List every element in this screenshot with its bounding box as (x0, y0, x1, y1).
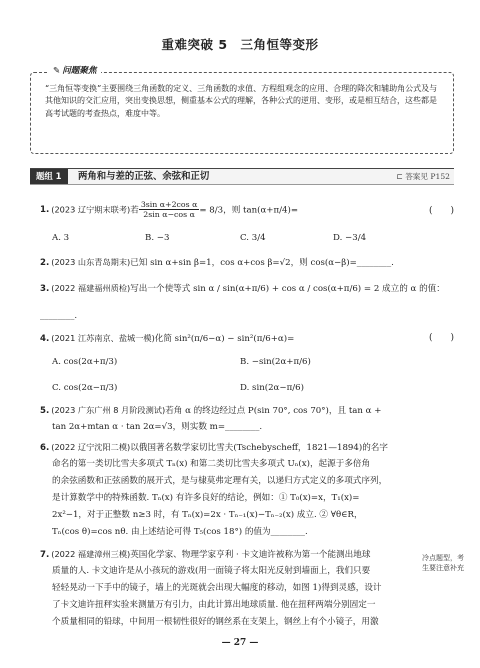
question-number: 7. (40, 550, 50, 560)
option-d: D. sin(2α−π/6) (240, 383, 304, 393)
question-number: 3. (40, 284, 50, 294)
question-text: 若角 α 的终边经过点 P(sin 70°, cos 70°)，且 tan α + (165, 406, 382, 416)
book-icon: ⊏ (396, 172, 406, 181)
topic-title: 两角和与差的正弦、余弦和正切 (78, 171, 210, 182)
intro-text: “三角恒等变换”主要围绕三角函数的定义、三角函数的求值、方程组观念的应用、合理的降次和辅助角公式及与其他知识的交汇应用，突出变换思想，侧重基本公式的理解，各种公式的逆用、变形，或是相互结合，这些都是高考试题的考查热点，难度中等。 (45, 84, 438, 118)
page-number: — 27 — (221, 638, 259, 648)
question-source: (2021 江苏南京、盐城一模) (51, 333, 155, 343)
answer-reference (396, 169, 450, 184)
question-7-line: 质量的人. 卡文迪许是从小孩玩的游戏(用一面镜子将太阳光反射到墙面上，我们只要 (52, 566, 371, 576)
fraction-denominator: 2sin α−cos α (143, 210, 195, 220)
question-6-line: 的余弦函数和正弦函数的展开式，是与棣莫弗定理有关，以递归方式定义的多项式序列， (52, 476, 388, 486)
question-number: 1. (40, 205, 50, 216)
option-b: B. −3 (145, 233, 170, 243)
question-source: (2022 福建漳州三模) (51, 549, 131, 559)
topic-header (30, 168, 454, 185)
option-a: A. cos(2α+π/3) (52, 357, 118, 367)
fraction-numerator: 3sin α+2cos α (140, 200, 198, 209)
question-3-blank: ________. (40, 311, 78, 321)
question-text: 化简 sin²(π/6−α) − sin²(π/6+α)= (154, 334, 295, 344)
answer-bracket: ( ) (428, 333, 454, 343)
question-3 (40, 282, 450, 296)
question-5-line-2: tan 2α+mtan α · tan 2α=√3，则实数 m=________. (52, 422, 263, 432)
side-note: 冷点题型，考生要注意补充 (422, 554, 464, 573)
question-2 (40, 256, 440, 270)
question-number: 2. (40, 258, 50, 268)
page-title: 重难突破 5 三角恒等变形 (161, 37, 319, 52)
answer-reference-text: 答案见 P152 (405, 172, 450, 181)
question-text: = 8/3，则 tan(α+π/4)= (199, 205, 299, 216)
question-7-line: 个质量相同的铅球，中间用一根韧性很好的钢丝系在支架上，钢丝上有个小镜子，用激 (52, 617, 379, 627)
question-number: 6. (40, 443, 50, 453)
question-text: 英国化学家、物理学家亨利 · 卡文迪许被称为第一个能测出地球 (130, 550, 371, 560)
question-number: 4. (40, 334, 50, 344)
question-text: 若 (130, 205, 139, 216)
question-source: (2023 山东青岛期末) (51, 257, 131, 267)
option-d: D. −3/4 (333, 233, 367, 243)
option-c: C. 3/4 (240, 233, 266, 243)
topic-badge: 题组 1 (30, 169, 68, 184)
intro-label (49, 65, 101, 78)
intro-label-text: 问题聚焦 (62, 66, 97, 76)
question-text: 已知 sin α+sin β=1，cos α+cos β=√2，则 cos(α−β)=________. (130, 258, 394, 268)
fraction (139, 200, 200, 220)
pencil-icon: ✎ (53, 66, 61, 76)
question-6-line: 命名的第一类切比雪夫多项式 Tₙ(x) 和第二类切比雪夫多项式 Uₙ(x)，起源于多倍角 (52, 459, 371, 469)
question-source: (2023 辽宁期末联考) (51, 204, 131, 215)
question-4 (40, 332, 400, 346)
option-a: A. 3 (52, 233, 70, 243)
question-source: (2022 福建福州质检) (51, 283, 131, 293)
question-6-line: Tₙ(cos θ)=cos nθ. 由上述结论可得 T₅(cos 18°) 的值为________. (52, 527, 308, 537)
question-6-line: 2x²−1，对于正整数 n≥3 时，有 Tₙ(x)=2x · Tₙ₋₁(x)−Tₙ₋₂(x) 成立. ② ∀θ∈R， (52, 510, 363, 520)
question-5 (40, 404, 450, 418)
question-7 (40, 548, 420, 562)
question-number: 5. (40, 406, 50, 416)
question-text: 以俄国著名数学家切比雪夫(Tschebyscheff，1821—1894)的名字 (130, 443, 388, 453)
question-7-line: 了卡文迪许扭秤实验来测量万有引力，由此计算出地球质量. 他在扭秤两端分别固定一 (52, 600, 376, 610)
question-source: (2022 辽宁沈阳二模) (51, 442, 131, 452)
option-b: B. −sin(2α+π/6) (240, 357, 311, 367)
question-6-line: 是计算数学中的特殊函数. Tₙ(x) 有许多良好的结论，例如：① T₀(x)=x，T₁(x)= (52, 493, 360, 503)
question-6 (40, 441, 450, 455)
question-1 (40, 200, 420, 220)
intro-box (30, 66, 454, 154)
question-source: (2023 广东广州 8 月阶段测试) (51, 405, 166, 415)
question-text: 写出一个使等式 sin α / sin(α+π/6) + cos α / cos(α+π/6) = 2 成立的 α 的值： (130, 284, 445, 294)
question-7-line: 轻轻晃动一下手中的镜子，墙上的光斑就会出现大幅度的移动，如图 1)得到灵感，设计 (52, 583, 382, 593)
option-c: C. cos(2α−π/3) (52, 383, 118, 393)
answer-bracket: ( ) (428, 206, 454, 216)
